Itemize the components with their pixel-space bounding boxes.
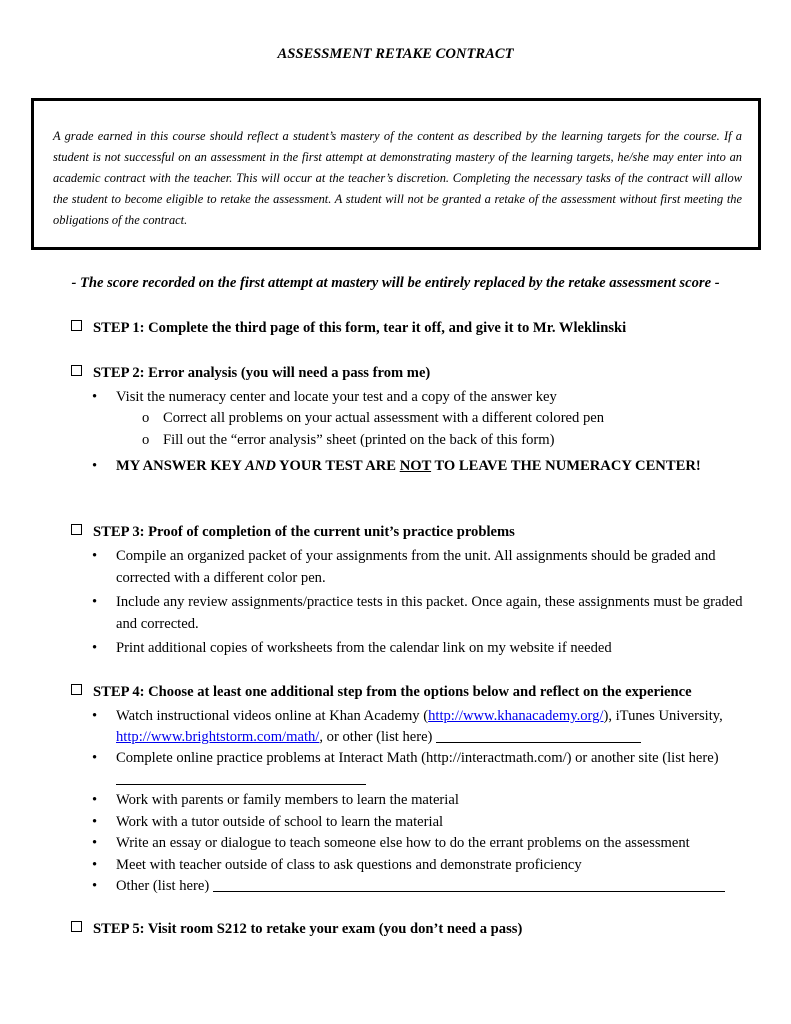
checkbox-step-1[interactable] — [71, 320, 82, 331]
step-1-label: STEP 1: Complete the third page of this form, tear it off, and give it to Mr. Wleklinski — [93, 320, 627, 336]
checkbox-step-3[interactable] — [71, 524, 82, 535]
step-3-bullet-2: Include any review assignments/practice tests in this packet. Once again, these assignments must be graded and corrected. — [116, 594, 743, 632]
write-in-line[interactable] — [116, 770, 366, 785]
step-4-bullet-4: Work with a tutor outside of school to learn the material — [116, 814, 444, 830]
score-note: - The score recorded on the first attempt at mastery will be entirely replaced by the retake assessment score - — [71, 275, 720, 291]
step-2-sub-1: Correct all problems on your actual assessment with a different colored pen — [163, 410, 605, 426]
step-1 — [71, 320, 626, 337]
bullet-icon: • — [92, 458, 98, 474]
step-4-bullet-7: Other (list here) — [116, 876, 746, 898]
step-5-label: STEP 5: Visit room S212 to retake your exam (you don’t need a pass) — [93, 921, 523, 937]
step-4-label: STEP 4: Choose at least one additional step from the options below and reflect on the experience — [93, 684, 692, 700]
page-title: ASSESSMENT RETAKE CONTRACT — [277, 46, 514, 62]
step-4-bullet-5: Write an essay or dialogue to teach someone else how to do the errant problems on the assessment — [116, 835, 690, 851]
step-3-label: STEP 3: Proof of completion of the current unit’s practice problems — [93, 524, 515, 540]
step-3-bullet-1: Compile an organized packet of your assignments from the unit. All assignments should be graded and corrected with a different color pen. — [116, 548, 716, 586]
bullet-icon: • — [92, 389, 98, 405]
intro-text: A grade earned in this course should reflect a student’s mastery of the content as described by the learning targets for the course. If a student is not successful on an assessment in the first attempt at demonstrating mastery of the learning targets, he/she may enter into an academic contract with the teacher. This will occur at the teacher’s discretion. Completing the necessary tasks of the contract will allow the student to become eligible to retake the assessment. A student will not be granted a retake of the assessment without first meeting the obligations of the contract. — [53, 129, 742, 227]
write-in-line[interactable] — [213, 877, 725, 892]
checkbox-step-4[interactable] — [71, 684, 82, 695]
checkbox-step-2[interactable] — [71, 365, 82, 376]
bullet-icon: • — [92, 814, 98, 830]
step-2-bullet-2: MY ANSWER KEY AND YOUR TEST ARE NOT TO LEAVE THE NUMERACY CENTER! — [116, 458, 701, 474]
step-3-bullet-3: Print additional copies of worksheets from the calendar link on my website if needed — [116, 640, 612, 656]
bullet-icon: • — [92, 750, 98, 766]
step-5 — [71, 921, 522, 938]
step-3 — [71, 524, 515, 541]
checkbox-step-5[interactable] — [71, 921, 82, 932]
step-2-bullet-1: Visit the numeracy center and locate your test and a copy of the answer key — [116, 389, 557, 405]
bullet-icon: • — [92, 878, 98, 894]
step-4-bullet-1: Watch instructional videos online at Khan Academy (http://www.khanacademy.org/), iTunes University, http://www.brightstorm.com/math/, or other (list here) — [116, 708, 723, 745]
step-2 — [71, 365, 430, 382]
step-4-bullet-2: Complete online practice problems at Interact Math (http://interactmath.com/) or another site (list here) — [116, 748, 746, 790]
list-item — [142, 432, 555, 449]
bullet-icon: • — [92, 548, 98, 564]
step-4-bullet-6: Meet with teacher outside of class to ask questions and demonstrate proficiency — [116, 857, 582, 873]
bullet-icon: • — [92, 835, 98, 851]
brightstorm-link[interactable]: http://www.brightstorm.com/math/ — [116, 729, 320, 745]
bullet-icon: • — [92, 857, 98, 873]
step-2-sub-2: Fill out the “error analysis” sheet (printed on the back of this form) — [163, 432, 555, 448]
write-in-line[interactable] — [436, 728, 641, 743]
step-2-label: STEP 2: Error analysis (you will need a pass from me) — [93, 365, 431, 381]
bullet-icon: • — [92, 792, 98, 808]
sub-bullet-icon: o — [142, 432, 150, 448]
list-item — [142, 410, 604, 427]
bullet-icon: • — [92, 708, 98, 724]
bullet-icon: • — [92, 594, 98, 610]
step-4-bullet-3: Work with parents or family members to learn the material — [116, 792, 459, 808]
step-4 — [71, 684, 692, 701]
intro-box — [31, 98, 761, 250]
bullet-icon: • — [92, 640, 98, 656]
khan-academy-link[interactable]: http://www.khanacademy.org/ — [428, 708, 604, 724]
sub-bullet-icon: o — [142, 410, 150, 426]
